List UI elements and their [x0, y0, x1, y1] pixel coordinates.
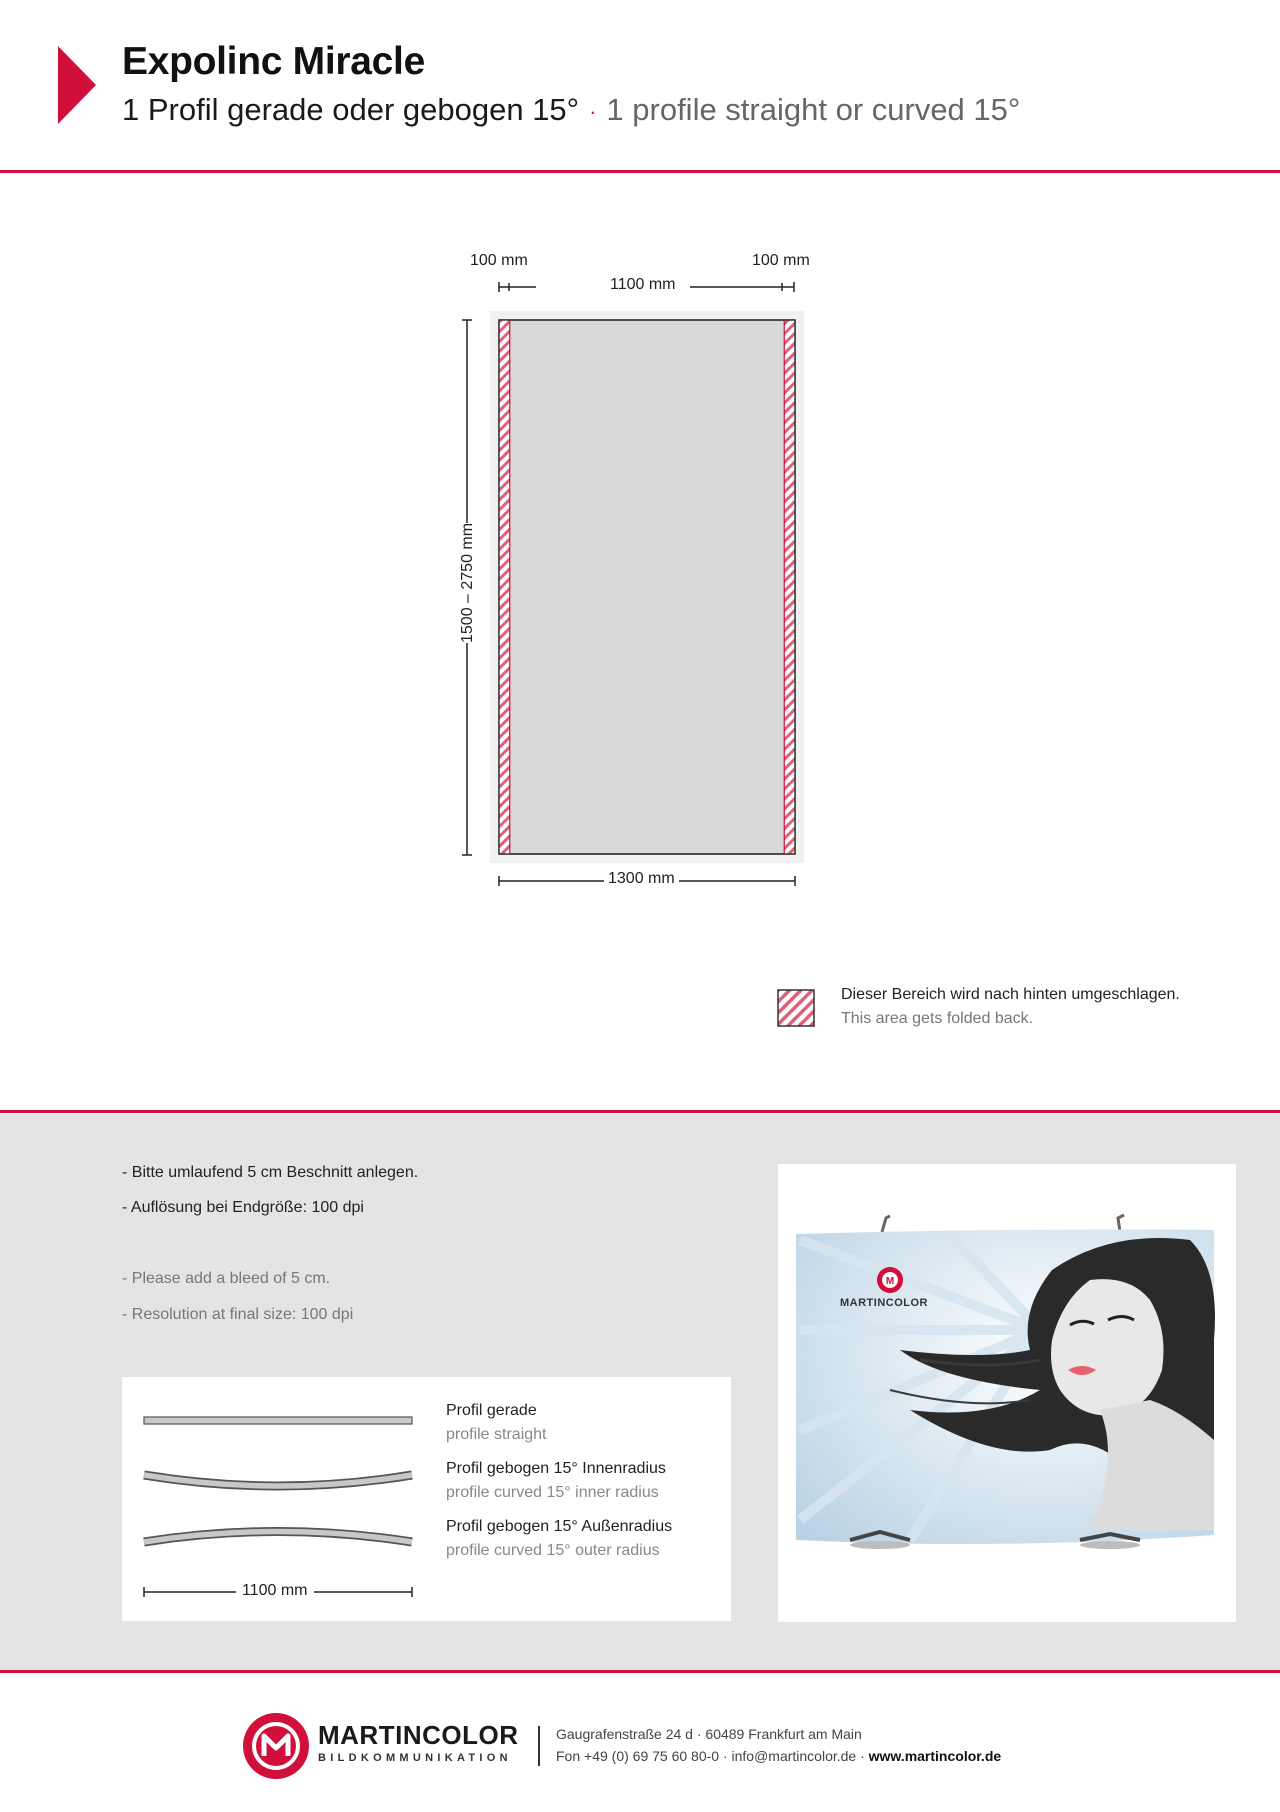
header-divider — [0, 170, 1280, 173]
dim-margin-right: 100 mm — [752, 252, 810, 269]
footer-phone-email: Fon +49 (0) 69 75 60 80-0 · info@martincolor.de · — [556, 1748, 869, 1764]
profile-curved-outer-icon — [144, 1532, 412, 1543]
section-divider-bottom — [0, 1670, 1280, 1673]
note-bleed-en: - Please add a bleed of 5 cm. — [122, 1270, 331, 1287]
footer-brand: MARTINCOLOR — [318, 1720, 519, 1750]
profile-width-label: 1100 mm — [236, 1582, 314, 1600]
header-triangle-icon — [58, 46, 96, 124]
page-title: Expolinc Miracle — [122, 40, 425, 83]
fold-area-right — [784, 321, 794, 854]
note-resolution-en: - Resolution at final size: 100 dpi — [122, 1306, 354, 1323]
footer-divider — [538, 1726, 540, 1766]
banner-panel — [499, 320, 795, 854]
profile-outer-sub: profile curved 15° outer radius — [446, 1542, 660, 1559]
fold-area-left — [500, 321, 510, 854]
profile-curved-inner-icon — [144, 1475, 412, 1486]
banner-diagram — [440, 280, 820, 900]
legend-text-en: This area gets folded back. — [841, 1010, 1034, 1027]
profile-shapes — [140, 1405, 420, 1605]
dim-margin-left: 100 mm — [470, 252, 528, 269]
note-resolution-de: - Auflösung bei Endgröße: 100 dpi — [122, 1199, 364, 1216]
profile-inner-label: Profil gebogen 15° Innenradius — [446, 1460, 666, 1477]
dim-total-width: 1300 mm — [604, 870, 679, 888]
note-bleed-de: - Bitte umlaufend 5 cm Beschnitt anlegen. — [122, 1164, 419, 1181]
footer-website-link[interactable]: www.martincolor.de — [868, 1748, 1002, 1764]
subtitle-de: 1 Profil gerade oder gebogen 15° — [122, 92, 580, 127]
footer-brand-sub: BILDKOMMUNIKATION — [318, 1752, 512, 1764]
page-subtitle — [122, 92, 1020, 128]
section-divider-top — [0, 1110, 1280, 1113]
profile-straight-icon — [144, 1417, 412, 1424]
dim-inner-width: 1100 mm — [606, 276, 680, 294]
profile-straight-label: Profil gerade — [446, 1402, 537, 1419]
subtitle-en: 1 profile straight or curved 15° — [606, 92, 1021, 127]
dim-height-label: 1500 – 2750 mm — [459, 522, 476, 643]
martincolor-logo-icon — [242, 1712, 310, 1780]
subtitle-separator: · — [589, 98, 597, 124]
legend-text-de: Dieser Bereich wird nach hinten umgeschlagen. — [841, 986, 1180, 1003]
profile-inner-sub: profile curved 15° inner radius — [446, 1484, 659, 1501]
footer-contact — [556, 1748, 1001, 1764]
svg-text:M: M — [885, 1276, 895, 1287]
profile-straight-sub: profile straight — [446, 1426, 547, 1443]
product-photo — [790, 1210, 1224, 1580]
photo-brand-label: MARTINCOLOR — [840, 1297, 928, 1309]
profile-outer-label: Profil gebogen 15° Außenradius — [446, 1518, 673, 1535]
footer-address: Gaugrafenstraße 24 d · 60489 Frankfurt am Main — [556, 1726, 862, 1742]
hatch-legend-icon — [777, 989, 815, 1027]
